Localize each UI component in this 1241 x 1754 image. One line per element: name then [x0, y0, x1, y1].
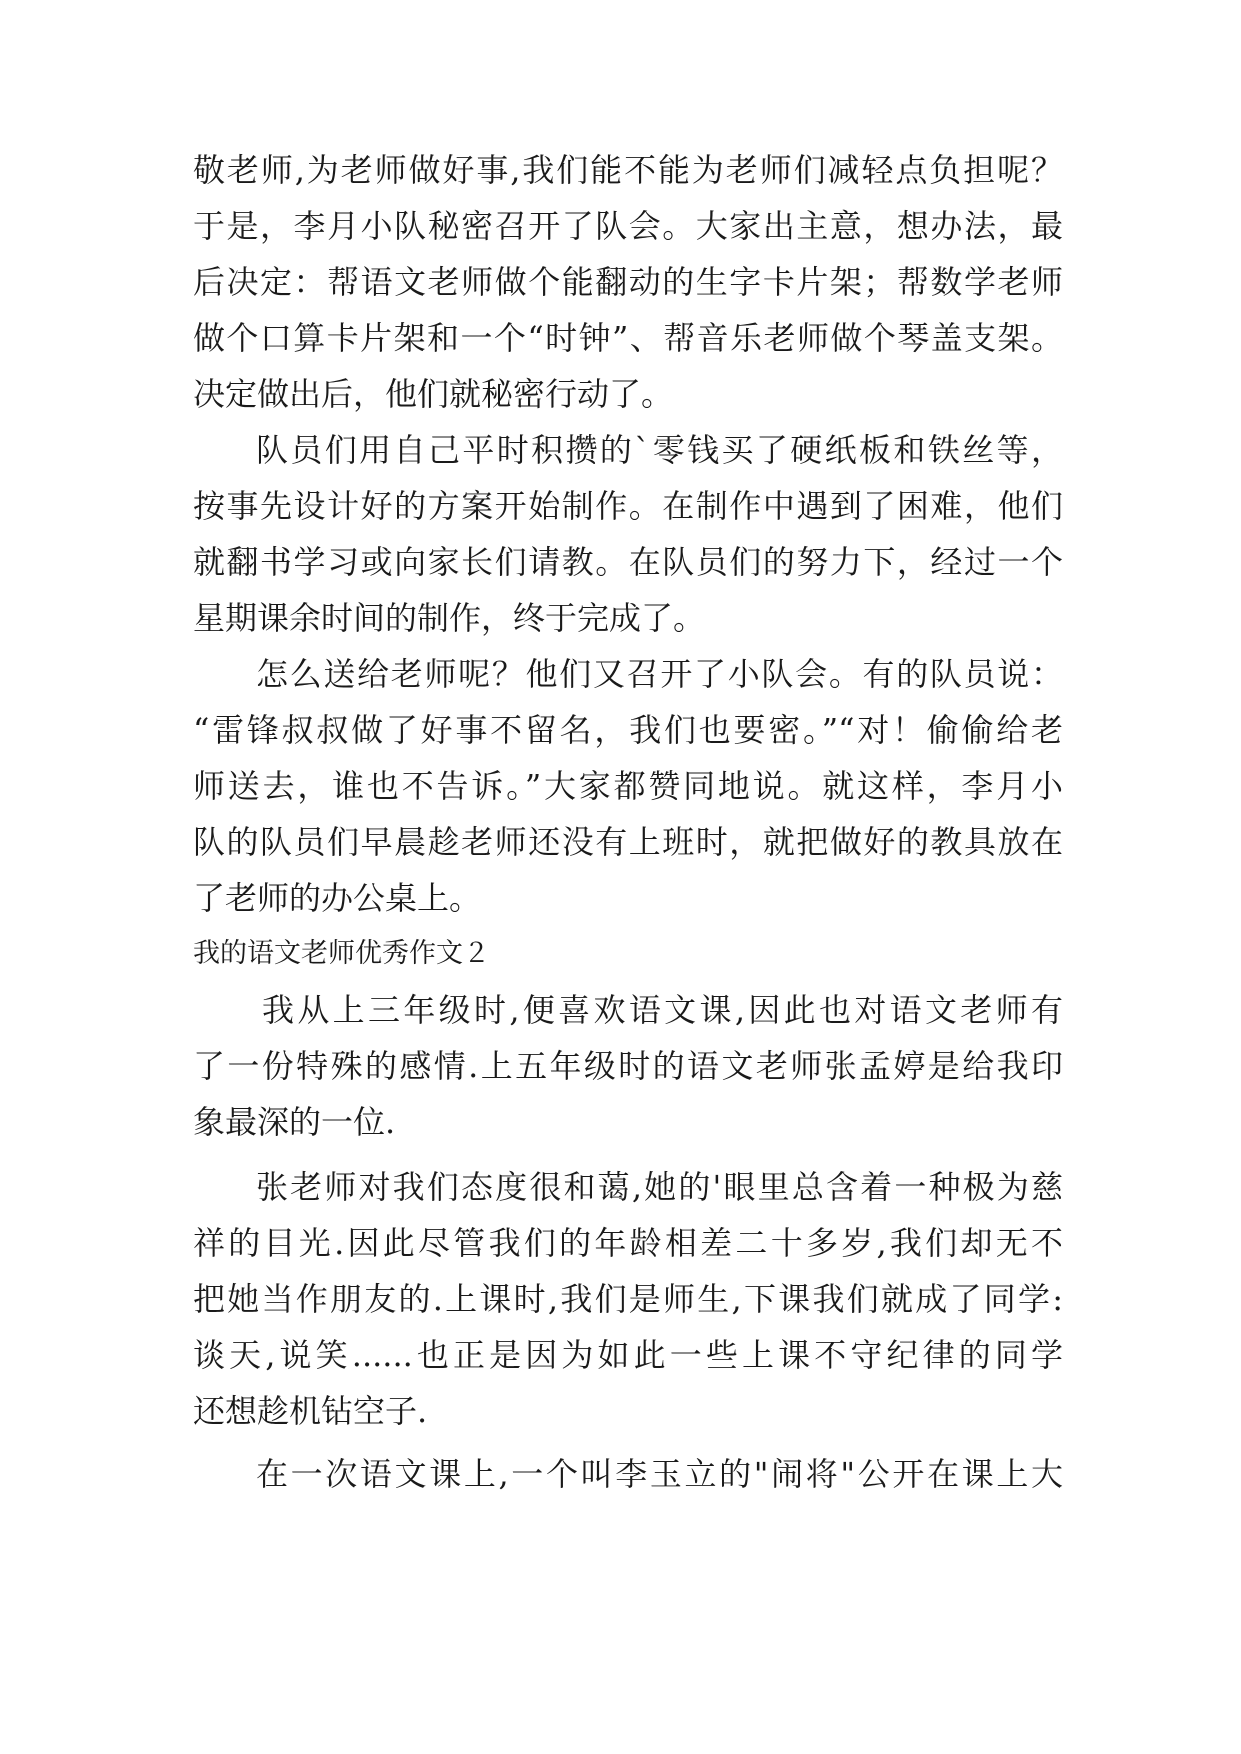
text-line: 按事先设计好的方案开始制作。在制作中遇到了困难，他们	[193, 487, 1063, 525]
text-line: 就翻书学习或向家长们请教。在队员们的努力下，经过一个	[193, 543, 1063, 581]
text-line: “雷锋叔叔做了好事不留名，我们也要密。”“对！偷偷给老	[193, 711, 1063, 749]
text-line: 怎么送给老师呢？他们又召开了小队会。有的队员说：	[256, 655, 1063, 693]
text-line: 敬老师,为老师做好事,我们能不能为老师们减轻点负担呢？	[193, 151, 1063, 189]
text-line: 我从上三年级时,便喜欢语文课,因此也对语文老师有	[262, 991, 1063, 1029]
text-line: 象最深的一位.	[193, 1103, 396, 1141]
text-line: 还想趁机钻空子.	[193, 1392, 428, 1430]
text-line: 在一次语文课上,一个叫李玉立的"闹将"公开在课上大	[256, 1455, 1063, 1493]
text-line: 决定做出后，他们就秘密行动了。	[193, 375, 674, 413]
text-line: 于是，李月小队秘密召开了队会。大家出主意，想办法，最	[193, 207, 1063, 245]
text-line: 师送去，谁也不告诉。”大家都赞同地说。就这样，李月小	[193, 767, 1063, 805]
text-line: 了老师的办公桌上。	[193, 879, 482, 917]
text-line: 张老师对我们态度很和蔼,她的'眼里总含着一种极为慈	[256, 1168, 1063, 1206]
text-line: 谈天,说笑......也正是因为如此一些上课不守纪律的同学	[193, 1336, 1063, 1374]
text-line: 把她当作朋友的.上课时,我们是师生,下课我们就成了同学:	[193, 1280, 1063, 1318]
text-line: 队的队员们早晨趁老师还没有上班时，就把做好的教具放在	[193, 823, 1063, 861]
text-line: 做个口算卡片架和一个“时钟”、帮音乐老师做个琴盖支架。	[193, 319, 1063, 357]
section-heading: 我的语文老师优秀作文２	[193, 938, 490, 969]
text-line: 祥的目光.因此尽管我们的年龄相差二十多岁,我们却无不	[193, 1224, 1063, 1262]
text-line: 星期课余时间的制作，终于完成了。	[193, 599, 706, 637]
text-line: 了一份特殊的感情.上五年级时的语文老师张孟婷是给我印	[193, 1047, 1063, 1085]
text-line: 队员们用自己平时积攒的`零钱买了硬纸板和铁丝等，	[256, 431, 1063, 469]
text-line: 后决定：帮语文老师做个能翻动的生字卡片架；帮数学老师	[193, 263, 1063, 301]
